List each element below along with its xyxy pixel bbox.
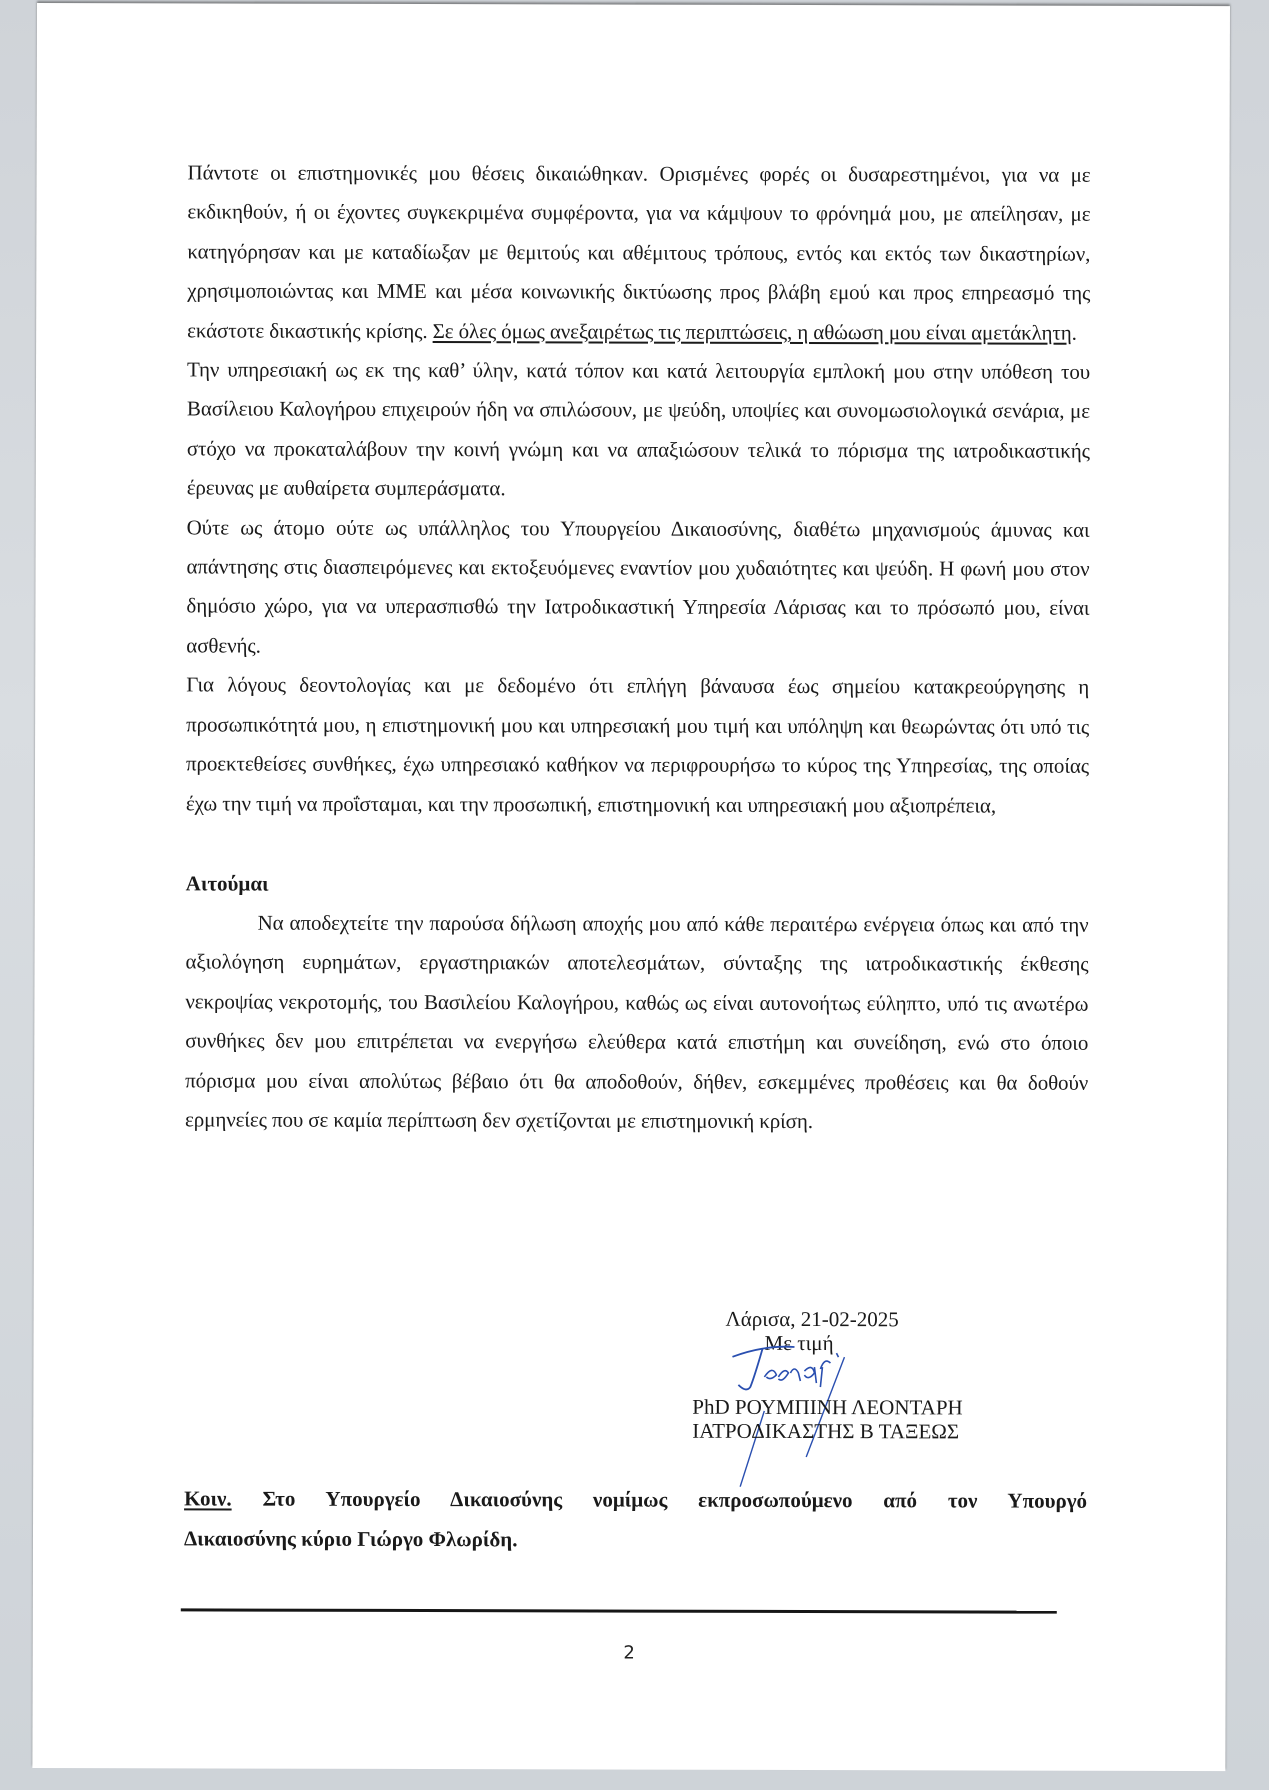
carbon-copy-block (184, 1478, 1087, 1560)
signatory-name: PhD ΡΟΥΜΠΙΝΗ ΛΕΟΝΤΑΡΗ (692, 1394, 963, 1420)
cc-first-line (184, 1478, 1087, 1520)
letter-body (183, 153, 1091, 1552)
underlined-acquittal-statement: Σε όλες όμως ανεξαιρέτως τις περιπτώσεις, η αθώωση μου είναι αμετάκλητη (432, 318, 1072, 345)
cc-line-2: Δικαιοσύνης κύριο Γιώργο Φλωρίδη. (183, 1526, 518, 1552)
footer-divider (181, 1608, 1057, 1613)
document-page (32, 3, 1230, 1771)
paragraph-vindication (187, 153, 1091, 352)
signature-block (184, 1305, 1087, 1467)
request-paragraph: Να αποδεχτείτε την παρούσα δήλωση αποχής μου από κάθε περαιτέρω ενέργεια όπως και από την αξιολόγηση ευρημάτων, εργαστηριακών αποτελεσμάτων, σύνταξης της ιατροδικαστικής έκθεσης νεκροψίας νεκροτομής, του Βασιλείου Καλογήρου, καθώς ως είναι αυτονοήτως εύληπτο, υπό τις ανωτέρω συνθήκες δεν μου επιτρέπεται να ενεργήσω ελεύθερα κατά επιστήμη και συνείδηση, ενώ στο όποιο πόρισμα μου είναι απολύτως βέβαιο ότι θα αποδοθούν, δήθεν, εσκεμμένες προθέσεις και θα δοθούν ερμηνείες που σε καμία περίπτωση δεν σχετίζονται με επιστημονική κρίση. (185, 910, 1089, 1133)
closing-salutation: Με τιμή (764, 1330, 834, 1356)
paragraph-ethics: Για λόγους δεοντολογίας και με δεδομένο ότι επλήγη βάναυσα έως σημείου κατακρεούργησης η προσωπικότητά μου, η επιστημονική μου και υπηρεσιακή μου τιμή και υπόληψη και θεωρώντας ότι υπό τις προεκτεθείσες συνθήκες, έχω υπηρεσιακό καθήκον να περιφρουρήσω το κύρος της Υπηρεσίας, της οποίας έχω την τιμή να προΐσταμαι, και την προσωπική, επιστημονική και υπηρεσιακή μου αξιοπρέπεια, (185, 672, 1090, 818)
spacer (186, 823, 1089, 865)
paragraph-text: Πάντοτε οι επιστημονικές μου θέσεις δικαιώθηκαν. Ορισμένες φορές οι δυσαρεστημένοι, για να με εκδικηθούν, ή οι έχοντες συγκεκριμένα συμφέροντα, για να κάμψουν το φρόνημά μου, με απείλησαν, με κατηγόρησαν και με καταδίωξαν με θεμιτούς και αθέμιτους τρόπους, εντός και εκτός των δικαστηρίων, χρησιμοποιώντας και ΜΜΕ και μέσα κοινωνικής δικτύωσης προς βλάβη εμού και προς επηρεασμό της εκάστοτε δικαστικής κρίσης. (187, 160, 1091, 343)
paragraph-defense: Ούτε ως άτομο ούτε ως υπάλληλος του Υπουργείου Δικαιοσύνης, διαθέτω μηχανισμούς άμυνας και απάντησης στις διασπειρόμενες και εκτοξευόμενες εναντίον μου χυδαιότητες και ψεύδη. Η φωνή μου στον δημόσιο χώρο, για να υπερασπισθώ την Ιατροδικαστική Υπηρεσία Λάρισας και το πρόσωπό μου, είναι ασθενής. (186, 515, 1090, 658)
paragraph-tail: . (1071, 320, 1077, 345)
cc-recipient (184, 1478, 1087, 1560)
place-and-date: Λάρισα, 21-02-2025 (725, 1306, 899, 1332)
request-heading: Αιτούμαι (185, 871, 269, 896)
paragraph-involvement: Την υπηρεσιακή ως εκ της καθ’ ύλην, κατά τόπον και κατά λειτουργία εμπλοκή μου στην υπόθεση του Βασίλειου Καλογήρου επιχειρούν ήδη να σπιλώσουν, με ψεύδη, υποψίες και συνομωσιολογικά σενάρια, με στόχο να προκαταλάβουν την κοινή γνώμη και να απαξιώσουν τελικά το πόρισμα της ιατροδικαστικής έρευνας με αυθαίρετα συμπεράσματα. (186, 357, 1091, 501)
cc-label: Κοιν. (184, 1486, 232, 1511)
page-number: 2 (623, 1642, 635, 1664)
signatory-title: ΙΑΤΡΟΔΙΚΑΣΤΗΣ Β ΤΑΞΕΩΣ (692, 1418, 960, 1444)
cc-line-1: Στο Υπουργείο Δικαιοσύνης νομίμως εκπροσωπούμενο από τον Υπουργό (231, 1486, 1088, 1513)
